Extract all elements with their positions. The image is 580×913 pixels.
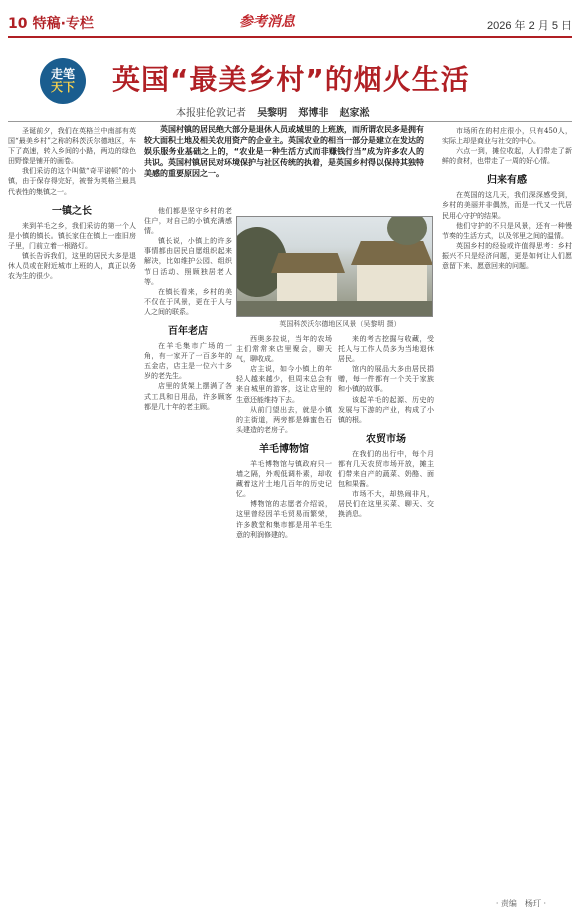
paragraph: 他们守护的不只是风景，还有一种慢节奏的生活方式，以及邻里之间的温情。 — [442, 221, 572, 240]
editor-credit: · 责编 杨玎 · — [495, 899, 546, 908]
headline: 英国“最美乡村”的烟火生活 — [112, 63, 470, 96]
subheading: 归来有感 — [487, 175, 527, 187]
paragraph: 从前门望出去，就是小镇的主街道，两旁都是蜂蜜色石头建造的老房子。 — [236, 405, 332, 434]
paragraph: 在我们的出行中，每个月都有几天农贸市场开放，摊主们带来自产的蔬菜、奶酪、面包和果酱。 — [338, 449, 434, 489]
paragraph: 在镇长看来，乡村的美不仅在于风景，更在于人与人之间的联系。 — [144, 287, 232, 316]
subheading: 百年老店 — [168, 326, 208, 338]
cottage-roof — [271, 253, 345, 273]
paragraph: 英国乡村的经验或许值得思考：乡村振兴不只是经济问题，更是如何让人们愿意留下来、愿意回来的问题。 — [442, 241, 572, 271]
badge-line-2: 天下 — [50, 80, 75, 94]
page-number: 10 — [8, 16, 28, 32]
village-road — [237, 301, 432, 317]
village-photo — [236, 216, 433, 317]
author-2: 郑博非 — [298, 108, 329, 119]
subheading: 农贸市场 — [366, 433, 406, 445]
column-5 — [442, 126, 572, 886]
byline-prefix: 本报驻伦敦记者 — [176, 108, 246, 119]
column-2 — [144, 206, 232, 901]
byline — [176, 104, 476, 120]
paragraph: 店主说，如今小镇上的年轻人越来越少，但周末总会有来自城里的游客，这让店里的生意还能维持下去。 — [236, 365, 332, 404]
cottage-wall — [357, 261, 427, 301]
subheading: 一镇之长 — [52, 205, 92, 217]
paragraph: 镇长说，小镇上的许多事情都由居民自愿组织起来解决，比如维护公园、组织节日活动、照顾独居老人等。 — [144, 237, 232, 286]
paragraph: 市场不大，却热闹非凡，居民们在这里买菜、聊天、交换消息。 — [338, 490, 434, 519]
paragraph: 来到羊毛之乡，我们采访的第一个人是小镇的镇长。镇长家住在镇上一座旧房子里，门前立着一根路灯。 — [8, 221, 136, 250]
paragraph: 西奥多拉说，当年的农场主们常常来店里聚会，聊天气，聊收成。 — [236, 335, 332, 364]
column-1 — [8, 126, 136, 901]
cottage-wall — [277, 269, 337, 303]
paragraph: 馆内的展品大多由居民捐赠，每一件都有一个关于家族和小镇的故事。 — [338, 365, 434, 394]
paragraph: 他们都是坚守乡村的老住户，对自己的小镇充满感情。 — [144, 207, 232, 236]
paragraph: 六点一到，摊位收起，人们带走了新鲜的食材，也带走了一周的好心情。 — [442, 147, 572, 166]
paragraph: 在羊毛集市广场的一角，有一家开了一百多年的五金店，店主是一位六十多岁的老先生。 — [144, 342, 232, 381]
paragraph: 我们采访的这个叫做“奇平诺顿”的小镇，由于保存得完好，被誉为英格兰最具代表性的集镇之一。 — [8, 167, 136, 196]
column-4 — [338, 334, 434, 901]
paragraph: 羊毛博物馆与镇政府只一墙之隔，外观低调朴素，却收藏着这片土地几百年的历史记忆。 — [236, 459, 332, 499]
lead-paragraph: 英国村镇的居民绝大部分是退休人员或城里的上班族，而所谓农民多是拥有较大面积土地及相关农用资产的企业主。英国农业的相当一部分是建立在发达的娱乐服务业基础之上的，“农业是一种生活方式而非赚钱行当”成为许多农人的共识。英国村镇居民对环境保护与社区传统的执着，是英国乡村得以保持其独特美感的重要原因之一。 — [144, 125, 424, 178]
subheading: 羊毛博物馆 — [259, 443, 309, 455]
author-1: 吴黎明 — [257, 108, 288, 119]
paragraph: 该起羊毛的起源、历史的发展与下游的产业，构成了小镇的根。 — [338, 395, 434, 424]
badge-line-1: 走笔 — [50, 67, 75, 81]
cottage-roof — [351, 241, 433, 265]
paragraph: 来的考古挖掘与收藏，受托人与工作人员多为当地退休居民。 — [338, 335, 434, 364]
section-name: 特稿·专栏 — [32, 16, 94, 32]
photo-caption: 英国科茨沃尔德地区风景（吴黎明 摄） — [279, 320, 401, 328]
issue-date: 2026 年 2 月 5 日 — [487, 20, 572, 32]
paragraph: 镇长告诉我们，这里的居民大多是退休人员或在附近城市上班的人，真正以务农为生的很少。 — [8, 251, 136, 281]
tree — [387, 216, 427, 245]
header-rule — [8, 121, 572, 122]
paragraph: 博物馆的志愿者介绍说，这里曾经因羊毛贸易而繁荣，许多教堂和集市都是用羊毛生意的利润修建的。 — [236, 500, 332, 539]
paragraph: 圣诞前夕，我们在英格兰中南部有英国“最美乡村”之称的科茨沃尔德地区，车下了高速，转入乡间的小路，两边的绿色田野像是铺开的画卷。 — [8, 127, 136, 166]
column-3 — [236, 334, 332, 901]
author-3: 赵家淞 — [339, 108, 370, 119]
paragraph: 店里的货架上摆满了各式工具和日用品，许多顾客都是几十年的老主顾。 — [144, 382, 232, 411]
paragraph: 在英国的这几天，我们深深感受到，乡村的美丽并非偶然，而是一代又一代居民用心守护的结果。 — [442, 191, 572, 220]
paragraph: 市场所在的村庄很小，只有450人，实际上却是商业与社交的中心。 — [442, 127, 572, 146]
column-badge — [40, 58, 86, 104]
masthead-logo: 参考消息 — [239, 14, 295, 30]
